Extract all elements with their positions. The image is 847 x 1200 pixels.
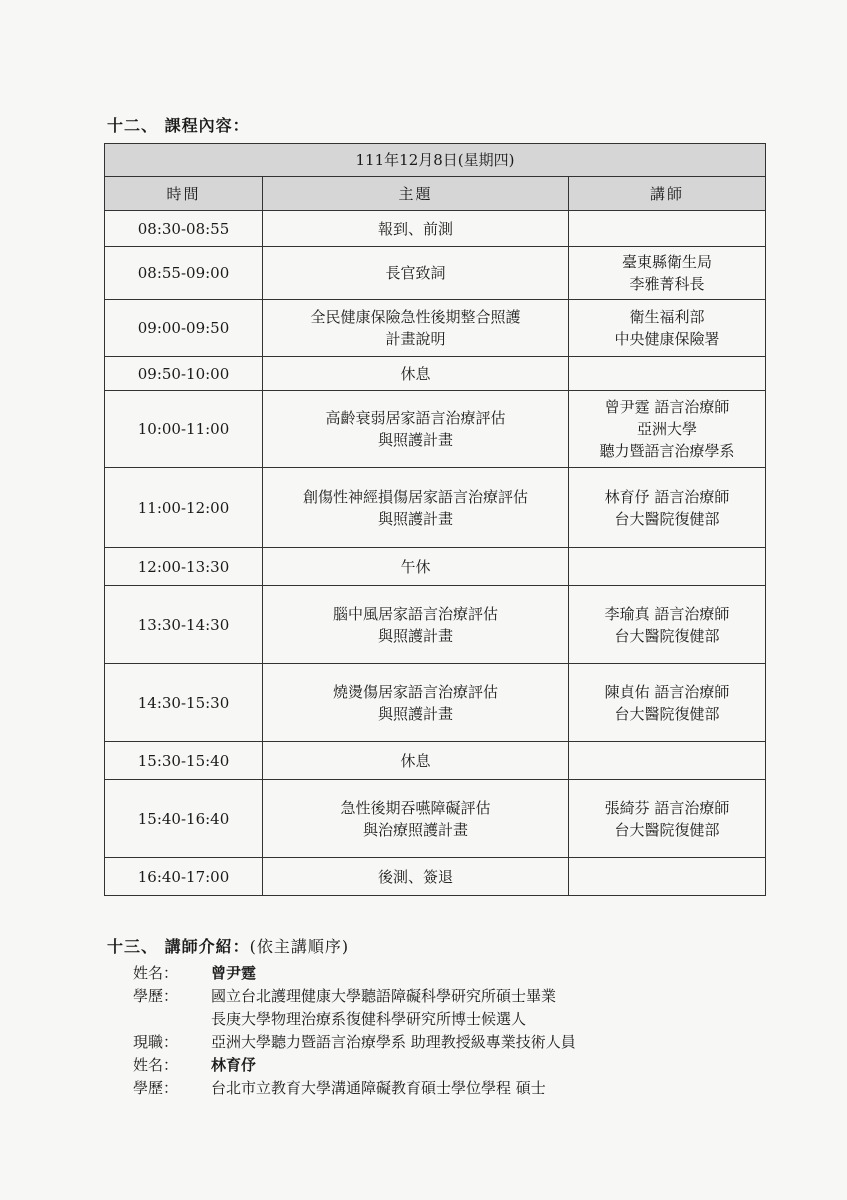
lecturer-1-position-row xyxy=(133,1031,753,1054)
lecturer-position: 亞洲大學聽力暨語言治療學系 助理教授級專業技術人員 xyxy=(211,1033,576,1051)
row-speaker: 李瑜真 語言治療師 台大醫院復健部 xyxy=(569,586,766,664)
row-speaker xyxy=(569,858,766,896)
section-12-title: 十二、 課程內容： xyxy=(107,116,250,135)
table-row xyxy=(105,468,766,548)
row-speaker: 曾尹霆 語言治療師 亞洲大學 聽力暨語言治療學系 xyxy=(569,391,766,468)
lecturer-name: 曾尹霆 xyxy=(211,964,257,982)
lecturer-2-education-row xyxy=(133,1077,753,1100)
table-row xyxy=(105,548,766,586)
row-time: 08:30-08:55 xyxy=(105,211,263,247)
lecturer-2-name-row xyxy=(133,1054,753,1077)
row-speaker: 衛生福利部 中央健康保險署 xyxy=(569,300,766,357)
row-time: 14:30-15:30 xyxy=(105,664,263,742)
row-topic: 後測、簽退 xyxy=(263,858,569,896)
table-row xyxy=(105,586,766,664)
section-13-title xyxy=(107,934,349,957)
row-time: 10:00-11:00 xyxy=(105,391,263,468)
table-row xyxy=(105,357,766,391)
name-label: 姓名： xyxy=(133,1056,179,1074)
education-label: 學歷： xyxy=(133,1079,179,1097)
header-speaker: 講師 xyxy=(569,177,766,211)
lecturer-education: 國立台北護理健康大學聽語障礙科學研究所碩士畢業 長庚大學物理治療系復健科學研究所博士候選人 xyxy=(211,987,557,1028)
row-time: 09:00-09:50 xyxy=(105,300,263,357)
row-time: 12:00-13:30 xyxy=(105,548,263,586)
row-speaker: 陳貞佑 語言治療師 台大醫院復健部 xyxy=(569,664,766,742)
row-topic: 創傷性神經損傷居家語言治療評估 與照護計畫 xyxy=(263,468,569,548)
row-time: 11:00-12:00 xyxy=(105,468,263,548)
lecturer-education: 台北市立教育大學溝通障礙教育碩士學位學程 碩士 xyxy=(211,1079,546,1097)
row-topic: 腦中風居家語言治療評估 與照護計畫 xyxy=(263,586,569,664)
table-row xyxy=(105,858,766,896)
row-topic: 急性後期吞嚥障礙評估 與治療照護計畫 xyxy=(263,780,569,858)
row-speaker xyxy=(569,211,766,247)
row-speaker: 張綺芬 語言治療師 台大醫院復健部 xyxy=(569,780,766,858)
lecturer-list xyxy=(133,962,753,1100)
section-13-heading: 十三、 講師介紹： xyxy=(107,937,250,956)
row-speaker xyxy=(569,357,766,391)
row-time: 15:30-15:40 xyxy=(105,742,263,780)
row-speaker: 臺東縣衛生局 李雅菁科長 xyxy=(569,247,766,300)
row-time: 16:40-17:00 xyxy=(105,858,263,896)
row-topic: 午休 xyxy=(263,548,569,586)
course-schedule-table xyxy=(104,143,766,896)
row-topic: 報到、前測 xyxy=(263,211,569,247)
row-time: 08:55-09:00 xyxy=(105,247,263,300)
position-label: 現職： xyxy=(133,1033,179,1051)
row-topic: 燒燙傷居家語言治療評估 與照護計畫 xyxy=(263,664,569,742)
table-row xyxy=(105,664,766,742)
row-topic: 長官致詞 xyxy=(263,247,569,300)
section-13-note: (依主講順序) xyxy=(249,937,350,956)
row-topic: 休息 xyxy=(263,742,569,780)
row-speaker: 林育伃 語言治療師 台大醫院復健部 xyxy=(569,468,766,548)
row-topic: 休息 xyxy=(263,357,569,391)
header-topic: 主題 xyxy=(263,177,569,211)
schedule-date: 111年12月8日(星期四) xyxy=(105,144,766,177)
table-row xyxy=(105,247,766,300)
name-label: 姓名： xyxy=(133,964,179,982)
lecturer-1-name-row xyxy=(133,962,753,985)
lecturer-1-education-row xyxy=(133,985,753,1031)
table-row xyxy=(105,300,766,357)
row-topic: 全民健康保險急性後期整合照護 計畫說明 xyxy=(263,300,569,357)
table-row xyxy=(105,780,766,858)
education-label: 學歷： xyxy=(133,987,179,1005)
row-speaker xyxy=(569,742,766,780)
header-time: 時間 xyxy=(105,177,263,211)
lecturer-name: 林育伃 xyxy=(211,1056,257,1074)
table-row xyxy=(105,391,766,468)
table-row xyxy=(105,211,766,247)
row-time: 13:30-14:30 xyxy=(105,586,263,664)
row-time: 15:40-16:40 xyxy=(105,780,263,858)
row-topic: 高齡衰弱居家語言治療評估 與照護計畫 xyxy=(263,391,569,468)
table-row xyxy=(105,742,766,780)
row-time: 09:50-10:00 xyxy=(105,357,263,391)
row-speaker xyxy=(569,548,766,586)
